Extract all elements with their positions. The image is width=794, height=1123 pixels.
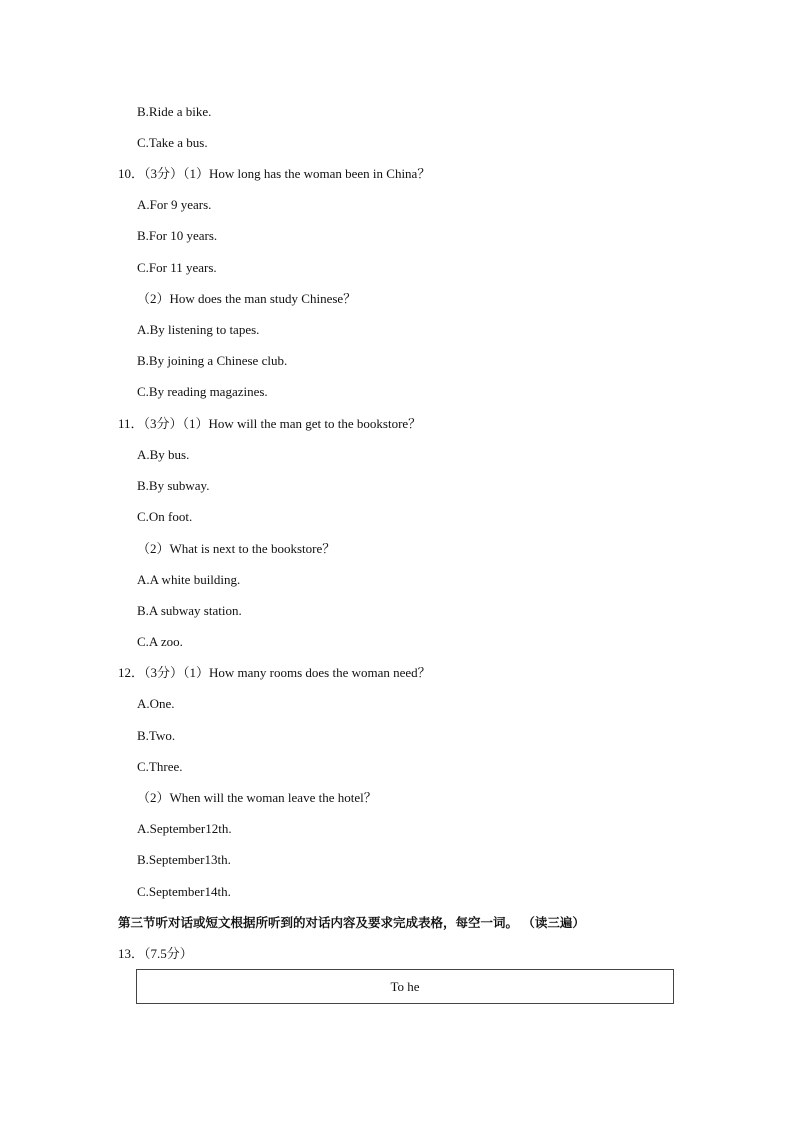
- question-10-1: 10．（3分）（1）How long has the woman been in China？: [118, 166, 431, 181]
- section-3-heading: 第三节听对话或短文根据所听到的对话内容及要求完成表格，每空一词。 （读三遍）: [118, 915, 585, 930]
- question-12-1: 12．（3分）（1）How many rooms does the woman need？: [118, 665, 431, 680]
- option-12-1a: A.One.: [137, 696, 175, 711]
- option-12-2c: C.September14th.: [137, 884, 231, 899]
- table-header-cell: To he: [390, 979, 420, 994]
- option-11-2a: A.A white building.: [137, 572, 241, 587]
- question-12-2: （2）When will the woman leave the hotel？: [137, 790, 377, 805]
- option-10-2c: C.By reading magazines.: [137, 384, 268, 399]
- option-10-1c: C.For 11 years.: [137, 260, 217, 275]
- option-12-2b: B.September13th.: [137, 852, 231, 867]
- question-11-1: 11．（3分）（1）How will the man get to the bookstore？: [118, 416, 422, 431]
- option-9b: B.Ride a bike.: [137, 104, 212, 119]
- option-10-2a: A.By listening to tapes.: [137, 322, 260, 337]
- option-9c: C.Take a bus.: [137, 135, 208, 150]
- question-13: 13．（7.5分）: [118, 946, 193, 961]
- option-11-1a: A.By bus.: [137, 447, 190, 462]
- option-10-1b: B.For 10 years.: [137, 228, 218, 243]
- option-12-1b: B.Two.: [137, 728, 176, 743]
- option-12-1c: C.Three.: [137, 759, 183, 774]
- question-10-2: （2）How does the man study Chinese？: [137, 291, 357, 306]
- question-11-2: （2）What is next to the bookstore？: [137, 541, 336, 556]
- option-10-1a: A.For 9 years.: [137, 197, 212, 212]
- option-10-2b: B.By joining a Chinese club.: [137, 353, 288, 368]
- option-11-1c: C.On foot.: [137, 509, 193, 524]
- answer-table: [136, 969, 674, 1004]
- option-11-2b: B.A subway station.: [137, 603, 242, 618]
- option-11-2c: C.A zoo.: [137, 634, 183, 649]
- option-12-2a: A.September12th.: [137, 821, 232, 836]
- option-11-1b: B.By subway.: [137, 478, 210, 493]
